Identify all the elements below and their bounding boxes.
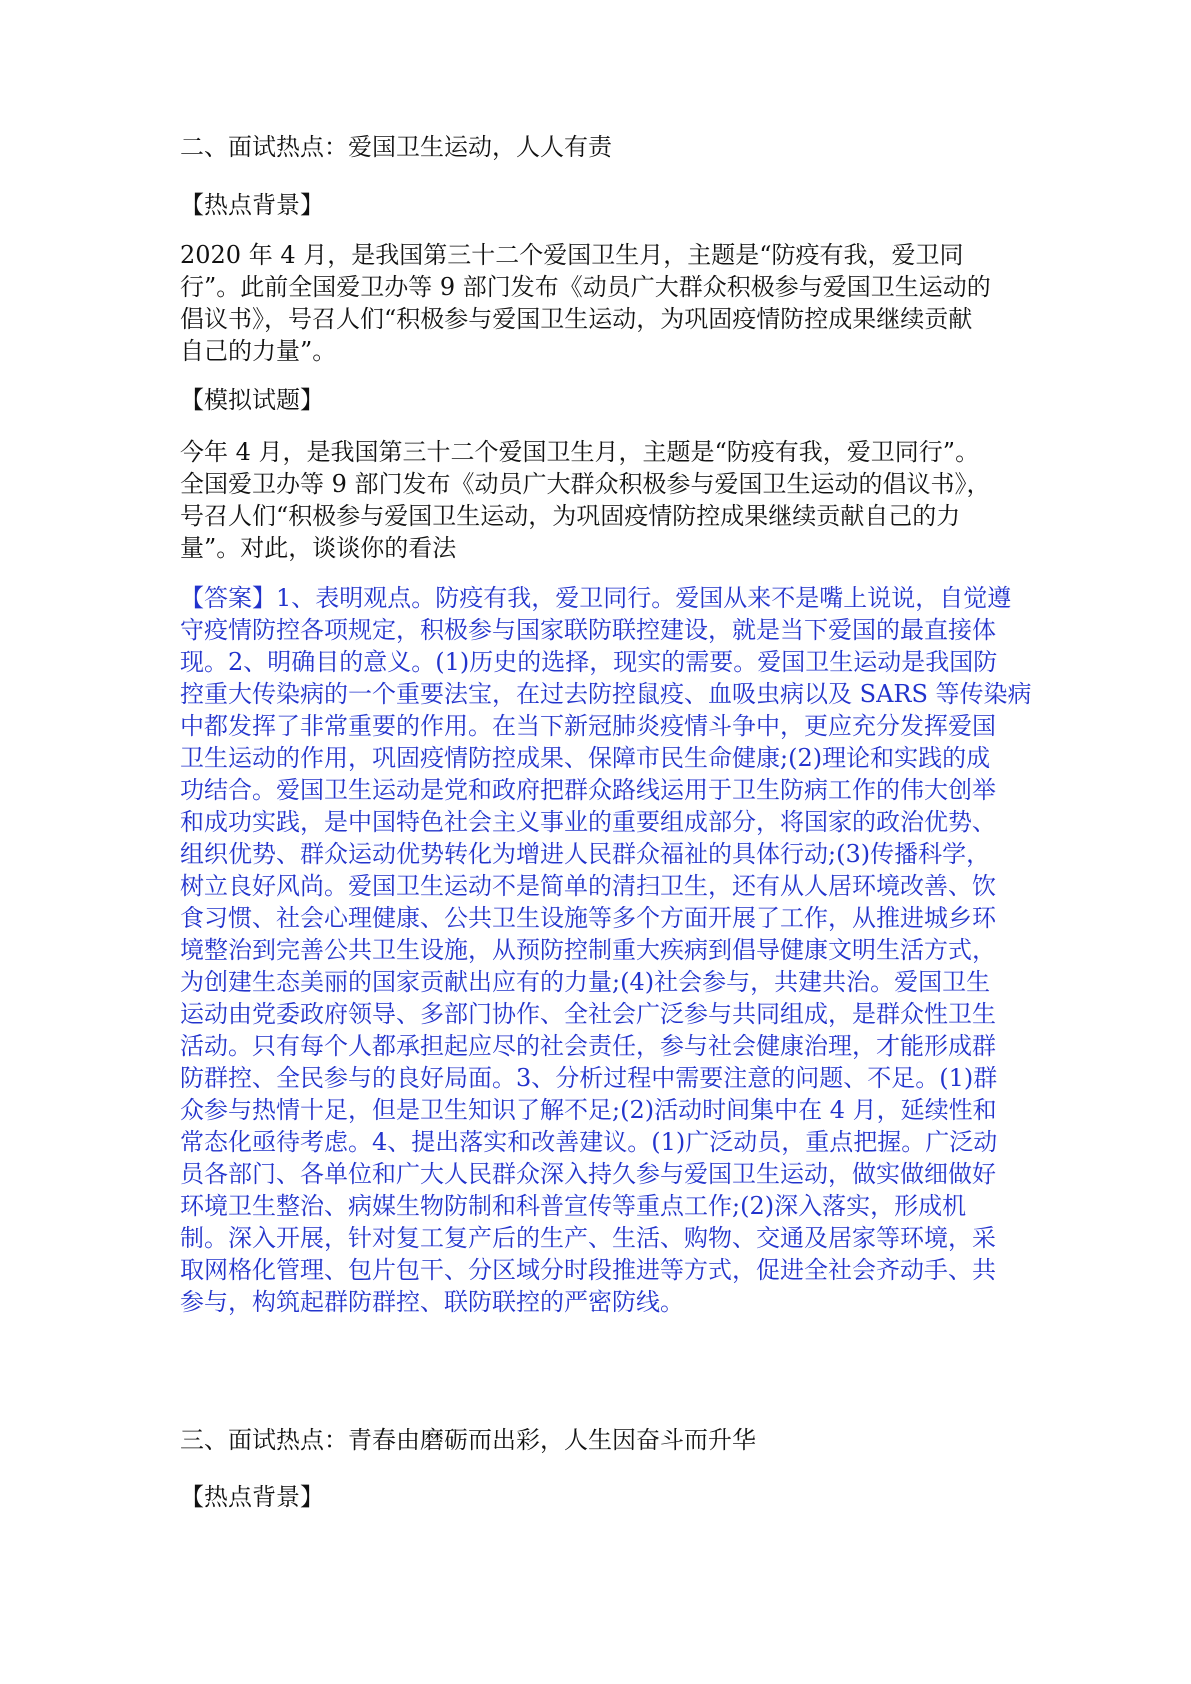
answer-line: 为创建生态美丽的国家贡献出应有的力量;(4)社会参与，共建共治。爱国卫生 bbox=[180, 968, 991, 996]
answer-line: 员各部门、各单位和广大人民群众深入持久参与爱国卫生运动，做实做细做好 bbox=[180, 1160, 996, 1188]
answer-line: 【答案】1、表明观点。防疫有我，爱卫同行。爱国从来不是嘴上说说，自觉遵 bbox=[180, 584, 1012, 612]
answer-line: 运动由党委政府领导、多部门协作、全社会广泛参与共同组成，是群众性卫生 bbox=[180, 1000, 996, 1028]
answer-line: 取网格化管理、包片包干、分区域分时段推进等方式，促进全社会齐动手、共 bbox=[180, 1256, 996, 1284]
answer-line: 制。深入开展，针对复工复产后的生产、生活、购物、交通及居家等环境，采 bbox=[180, 1224, 996, 1252]
answer-line: 和成功实践，是中国特色社会主义事业的重要组成部分，将国家的政治优势、 bbox=[180, 808, 996, 836]
answer-line: 卫生运动的作用，巩固疫情防控成果、保障市民生命健康;(2)理论和实践的成 bbox=[180, 744, 991, 772]
answer-line: 现。2、明确目的意义。(1)历史的选择，现实的需要。爱国卫生运动是我国防 bbox=[180, 648, 998, 676]
paragraph-line: 今年 4 月，是我国第三十二个爱国卫生月，主题是“防疫有我，爱卫同行”。 bbox=[180, 438, 980, 466]
answer-line: 活动。只有每个人都承担起应尽的社会责任，参与社会健康治理，才能形成群 bbox=[180, 1032, 996, 1060]
section2-mock-label: 【模拟试题】 bbox=[180, 386, 324, 414]
section3-heading: 三、面试热点：青春由磨砺而出彩，人生因奋斗而升华 bbox=[180, 1426, 756, 1454]
paragraph-line: 2020 年 4 月，是我国第三十二个爱国卫生月，主题是“防疫有我，爱卫同 bbox=[180, 241, 964, 269]
paragraph-line: 量”。对此，谈谈你的看法 bbox=[180, 534, 457, 562]
answer-line: 食习惯、社会心理健康、公共卫生设施等多个方面开展了工作，从推进城乡环 bbox=[180, 904, 996, 932]
section2-background-label: 【热点背景】 bbox=[180, 191, 324, 219]
paragraph-line: 自己的力量”。 bbox=[180, 337, 337, 365]
answer-line: 树立良好风尚。爱国卫生运动不是简单的清扫卫生，还有从人居环境改善、饮 bbox=[180, 872, 996, 900]
answer-line: 中都发挥了非常重要的作用。在当下新冠肺炎疫情斗争中，更应充分发挥爱国 bbox=[180, 712, 996, 740]
paragraph-line: 号召人们“积极参与爱国卫生运动，为巩固疫情防控成果继续贡献自己的力 bbox=[180, 502, 961, 530]
answer-line: 境整治到完善公共卫生设施，从预防控制重大疾病到倡导健康文明生活方式， bbox=[180, 936, 996, 964]
answer-line: 功结合。爱国卫生运动是党和政府把群众路线运用于卫生防病工作的伟大创举 bbox=[180, 776, 996, 804]
section2-heading: 二、面试热点：爱国卫生运动，人人有责 bbox=[180, 133, 612, 161]
paragraph-line: 全国爱卫办等 9 部门发布《动员广大群众积极参与爱国卫生运动的倡议书》， bbox=[180, 470, 991, 498]
answer-line: 防群控、全民参与的良好局面。3、分析过程中需要注意的问题、不足。(1)群 bbox=[180, 1064, 998, 1092]
paragraph-line: 倡议书》，号召人们“积极参与爱国卫生运动，为巩固疫情防控成果继续贡献 bbox=[180, 305, 973, 333]
answer-line: 守疫情防控各项规定，积极参与国家联防联控建设，就是当下爱国的最直接体 bbox=[180, 616, 996, 644]
paragraph-line: 行”。此前全国爱卫办等 9 部门发布《动员广大群众积极参与爱国卫生运动的 bbox=[180, 273, 991, 301]
answer-line: 组织优势、群众运动优势转化为增进人民群众福祉的具体行动;(3)传播科学， bbox=[180, 840, 991, 868]
answer-line: 参与，构筑起群防群控、联防联控的严密防线。 bbox=[180, 1288, 684, 1316]
section3-background-label: 【热点背景】 bbox=[180, 1483, 324, 1511]
answer-line: 控重大传染病的一个重要法宝，在过去防控鼠疫、血吸虫病以及 SARS 等传染病 bbox=[180, 680, 1032, 708]
answer-line: 环境卫生整治、病媒生物防制和科普宣传等重点工作;(2)深入落实，形成机 bbox=[180, 1192, 967, 1220]
answer-line: 众参与热情十足，但是卫生知识了解不足;(2)活动时间集中在 4 月，延续性和 bbox=[180, 1096, 997, 1124]
answer-line: 常态化亟待考虑。4、提出落实和改善建议。(1)广泛动员，重点把握。广泛动 bbox=[180, 1128, 998, 1156]
